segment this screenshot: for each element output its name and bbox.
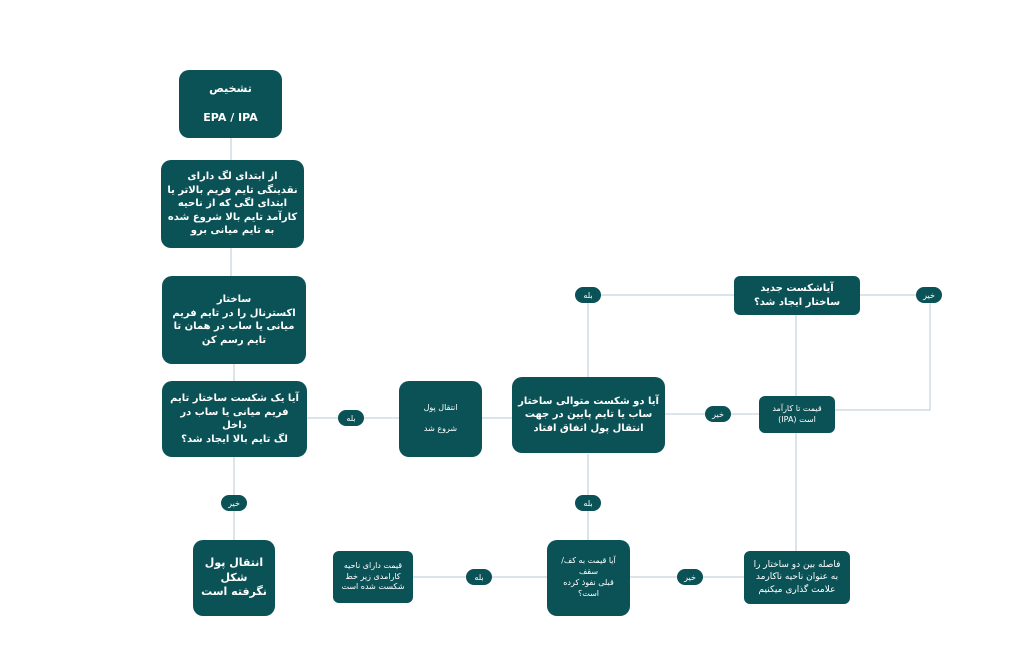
node-distance-mark: فاصله بین دو ساختار را به عنوان ناحیه ناکارمد علامت گذاری میکنیم (744, 551, 850, 604)
node-bos-question: آیا یک شکست ساختار تایم فریم میانی یا ساب در داخل لگ تایم بالا ایجاد شد؟ (162, 381, 307, 457)
node-floor-ceiling: آیا قیمت به کف/سقف قبلی نفوذ کرده است؟ (547, 540, 630, 616)
edge-label-yes: بله (575, 287, 601, 303)
node-diagnosis: تشخیص EPA / IPA (179, 70, 282, 138)
node-no-transfer: انتقال پول شکل نگرفته است (193, 540, 275, 616)
edge-label-yes: بله (338, 410, 364, 426)
node-draw-structure: ساختار اکسترنال را در تایم فریم میانی یا ساب در همان تا تایم رسم کن (162, 276, 306, 364)
edge-label-yes: بله (575, 495, 601, 511)
connector-lines (231, 138, 930, 577)
edge-label-no: خیر (916, 287, 942, 303)
edge-label-no: خیر (677, 569, 703, 585)
node-first-leg: از ابتدای لگ دارای نقدینگی تایم فریم بالاتر یا ابتدای لگی که از ناحیه کارآمد تایم بالا شروع شده به تایم میانی برو (161, 160, 304, 248)
node-transfer-started: انتقال پول شروع شد (399, 381, 482, 457)
node-new-bos: آیاشکست جدید ساختار ایجاد شد؟ (734, 276, 860, 315)
edge-label-no: خیر (705, 406, 731, 422)
node-zone-broken: قیمت دارای ناحیه کارامدی زیر خط شکست شده است (333, 551, 413, 603)
edge-label-yes: بله (466, 569, 492, 585)
edge-label-no: خیر (221, 495, 247, 511)
node-price-efficient: قیمت تا کارآمد است (IPA) (759, 396, 835, 433)
node-consecutive-bos: آیا دو شکست متوالی ساختار ساب یا تایم پایین در جهت انتقال پول اتفاق افتاد (512, 377, 665, 453)
